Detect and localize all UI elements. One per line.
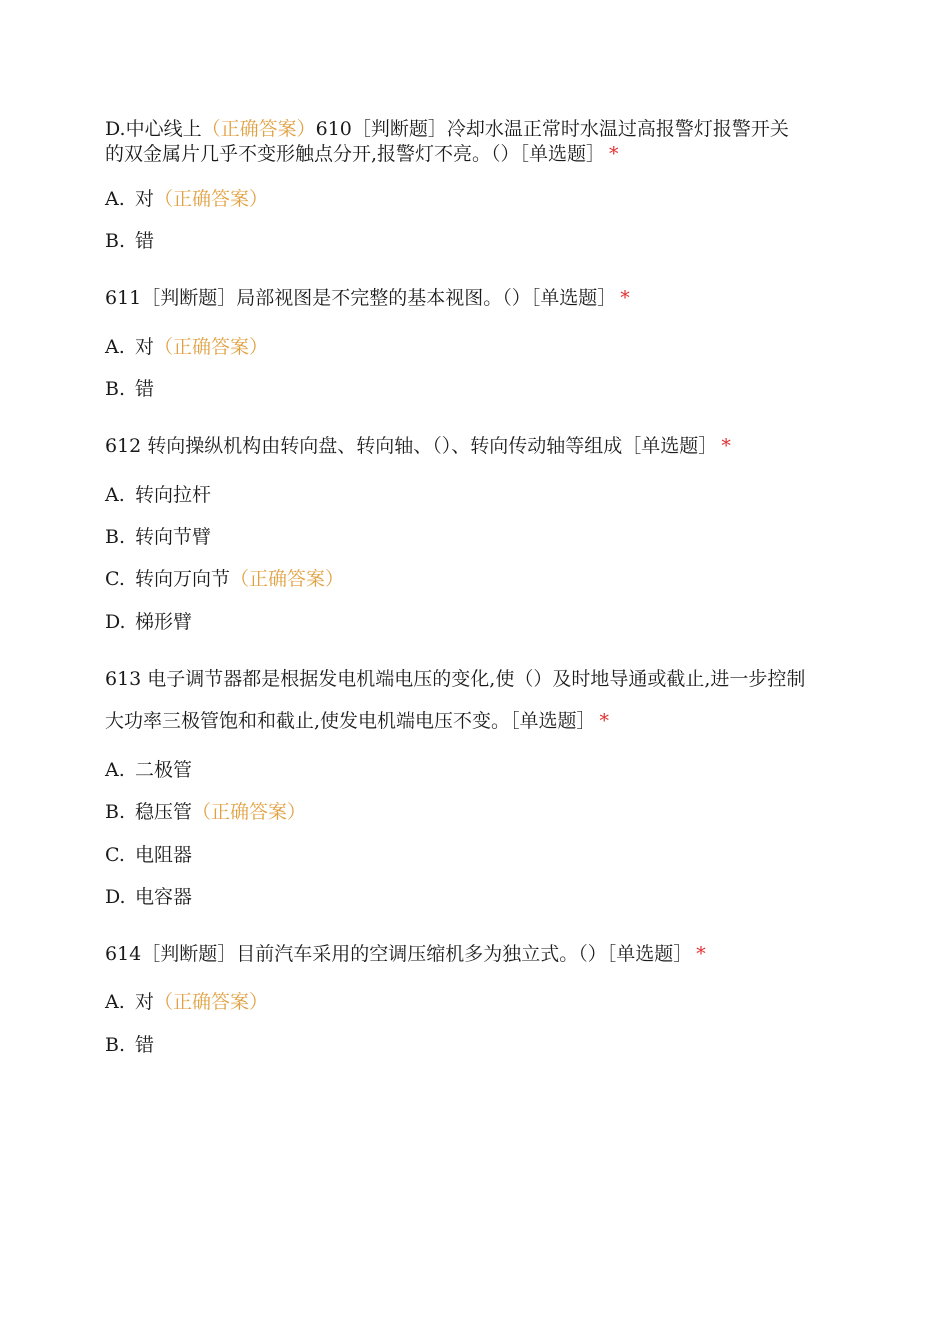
option-text: 错 <box>135 378 155 400</box>
option-text: 稳压管 <box>135 801 193 823</box>
question-611-stem <box>105 286 630 311</box>
option-text: 对 <box>135 188 155 210</box>
question-613-option-a[interactable] <box>105 758 192 783</box>
option-letter: D. <box>105 611 126 633</box>
option-text: 电容器 <box>135 886 193 908</box>
required-mark: * <box>609 143 619 165</box>
question-613-option-c[interactable] <box>105 843 192 868</box>
option-text: 电阻器 <box>135 844 193 866</box>
option-letter: D. <box>105 886 126 908</box>
question-612-option-b[interactable] <box>105 525 211 550</box>
question-610-stem-line-2 <box>105 142 619 167</box>
question-612-option-a[interactable] <box>105 483 211 508</box>
option-letter: C. <box>105 568 125 590</box>
question-610-option-a[interactable] <box>105 187 268 212</box>
question-612-option-c[interactable] <box>105 567 344 592</box>
question-613-option-d[interactable] <box>105 885 192 910</box>
question-613-option-b[interactable] <box>105 800 306 825</box>
correct-answer-tag: （正确答案） <box>230 568 345 590</box>
question-613-text-1: 613 电子调节器都是根据发电机端电压的变化,使（）及时地导通或截止,进一步控制 <box>105 668 806 690</box>
correct-answer-tag: （正确答案） <box>201 118 316 140</box>
question-610-stem-start: 610［判断题］冷却水温正常时水温过高报警灯报警开关 <box>315 118 789 140</box>
question-613-stem-line-1 <box>105 667 805 692</box>
question-612-stem <box>105 434 731 459</box>
prev-option-d-text: D.中心线上 <box>105 118 202 140</box>
correct-answer-tag: （正确答案） <box>154 336 269 358</box>
option-text: 对 <box>135 991 155 1013</box>
required-mark: * <box>721 435 731 457</box>
option-letter: B. <box>105 801 126 823</box>
question-613-stem-line-2 <box>105 709 609 734</box>
required-mark: * <box>599 710 610 732</box>
question-612-text: 612 转向操纵机构由转向盘、转向轴、（）、转向传动轴等组成［单选题］ <box>105 435 718 457</box>
option-letter: C. <box>105 844 125 866</box>
option-text: 转向拉杆 <box>135 484 212 506</box>
option-letter: A. <box>105 991 125 1013</box>
required-mark: * <box>620 287 630 309</box>
option-letter: B. <box>105 526 126 548</box>
question-611-text: 611［判断题］局部视图是不完整的基本视图。（）［单选题］ <box>105 287 617 309</box>
question-610-stem-end: 的双金属片几乎不变形触点分开,报警灯不亮。（）［单选题］ <box>105 143 606 165</box>
option-text: 对 <box>135 336 155 358</box>
option-text: 梯形臂 <box>135 611 193 633</box>
option-letter: A. <box>105 759 125 781</box>
option-letter: A. <box>105 484 125 506</box>
correct-answer-tag: （正确答案） <box>154 188 269 210</box>
question-613-text-2: 大功率三极管饱和和截止,使发电机端电压不变。［单选题］ <box>105 710 596 732</box>
option-text: 转向万向节 <box>135 568 231 590</box>
option-letter: A. <box>105 188 125 210</box>
option-letter: A. <box>105 336 125 358</box>
correct-answer-tag: （正确答案） <box>154 991 269 1013</box>
question-611-option-b[interactable] <box>105 377 154 402</box>
option-text: 错 <box>135 1034 155 1056</box>
option-text: 二极管 <box>135 759 193 781</box>
correct-answer-tag: （正确答案） <box>192 801 307 823</box>
option-text: 错 <box>135 230 155 252</box>
question-611-option-a[interactable] <box>105 335 268 360</box>
question-610-stem-line-1 <box>105 117 789 142</box>
option-letter: B. <box>105 378 126 400</box>
required-mark: * <box>696 943 706 965</box>
option-letter: B. <box>105 1034 126 1056</box>
question-614-option-a[interactable] <box>105 990 268 1015</box>
question-610-option-b[interactable] <box>105 229 154 254</box>
question-614-text: 614［判断题］目前汽车采用的空调压缩机多为独立式。（）［单选题］ <box>105 943 693 965</box>
question-614-stem <box>105 942 706 967</box>
option-letter: B. <box>105 230 126 252</box>
question-612-option-d[interactable] <box>105 610 192 635</box>
question-614-option-b[interactable] <box>105 1033 154 1058</box>
option-text: 转向节臂 <box>135 526 212 548</box>
